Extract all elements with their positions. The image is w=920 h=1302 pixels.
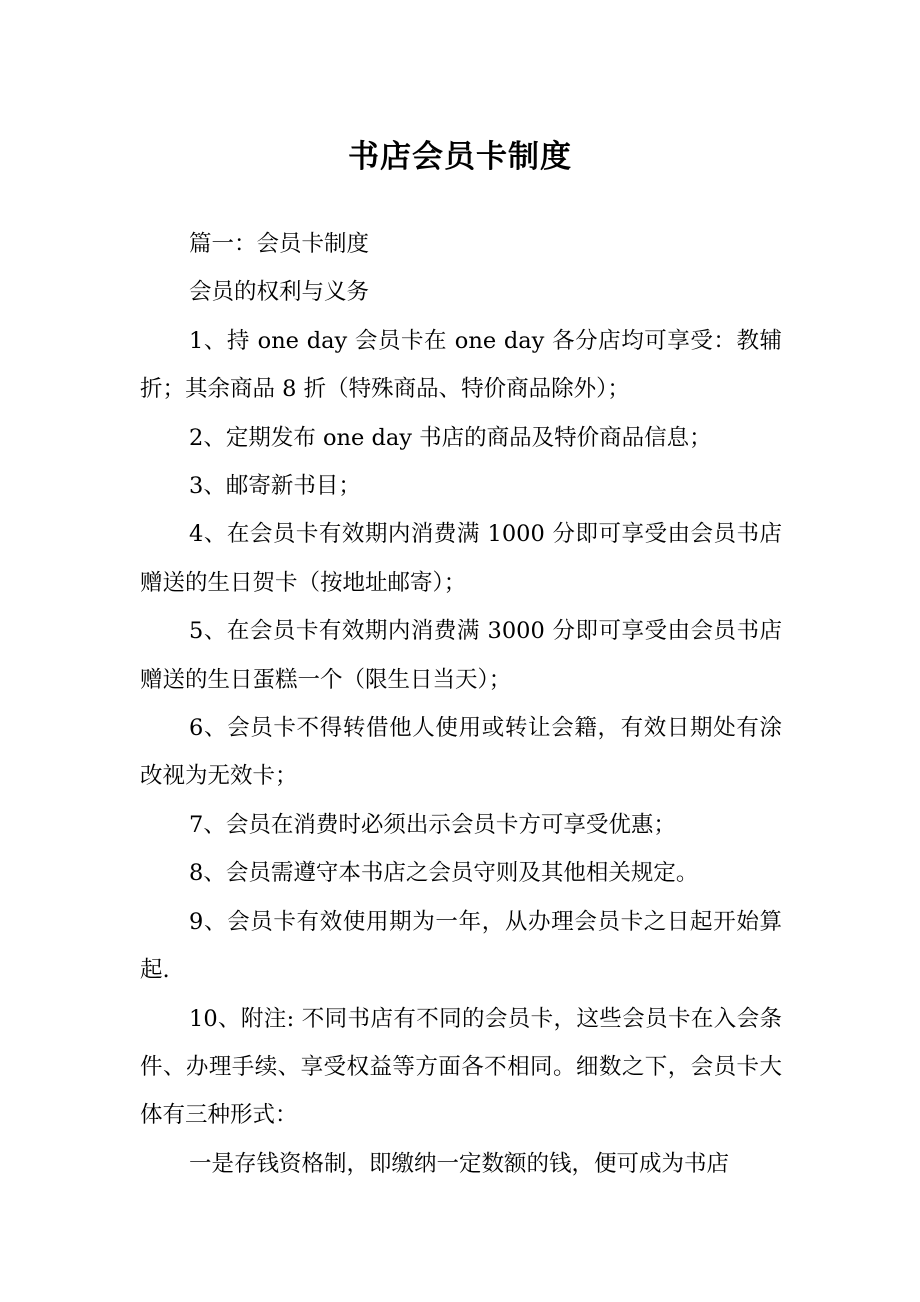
document-body — [140, 220, 782, 1188]
body-paragraph: 一是存钱资格制，即缴纳一定数额的钱，便可成为书店 — [189, 1150, 730, 1177]
rule-item-7: 7、会员在消费时必须出示会员卡方可享受优惠； — [189, 811, 676, 838]
section-heading: 篇一：会员卡制度 — [189, 231, 370, 257]
rule-item-6: 6、会员卡不得转借他人使用或转让会籍，有效日期处有涂改视为无效卡； — [140, 715, 782, 790]
subsection-heading: 会员的权利与义务 — [189, 279, 370, 306]
rule-item-4: 4、在会员卡有效期内消费满 1000 分即可享受由会员书店赠送的生日贺卡（按地址邮寄）； — [140, 521, 782, 596]
document-title: 书店会员卡制度 — [348, 138, 572, 175]
rule-item-3: 3、邮寄新书目； — [189, 473, 361, 500]
rule-item-2: 2、定期发布 one day 书店的商品及特价商品信息； — [189, 424, 712, 451]
rule-item-1: 1、持 one day 会员卡在 one day 各分店均可享受：教辅折；其余商品 8 折（特殊商品、特价商品除外）； — [140, 327, 782, 403]
rule-item-5: 5、在会员卡有效期内消费满 3000 分即可享受由会员书店赠送的生日蛋糕一个（限生日当天）； — [140, 618, 782, 693]
rule-item-9: 9、会员卡有效使用期为一年，从办理会员卡之日起开始算起. — [140, 908, 782, 984]
rule-item-8: 8、会员需遵守本书店之会员守则及其他相关规定。 — [189, 860, 699, 887]
rule-item-10: 10、附注: 不同书店有不同的会员卡，这些会员卡在入会条件、办理手续、享受权益等方面各不相同。细数之下，会员卡大体有三种形式： — [140, 1005, 782, 1129]
